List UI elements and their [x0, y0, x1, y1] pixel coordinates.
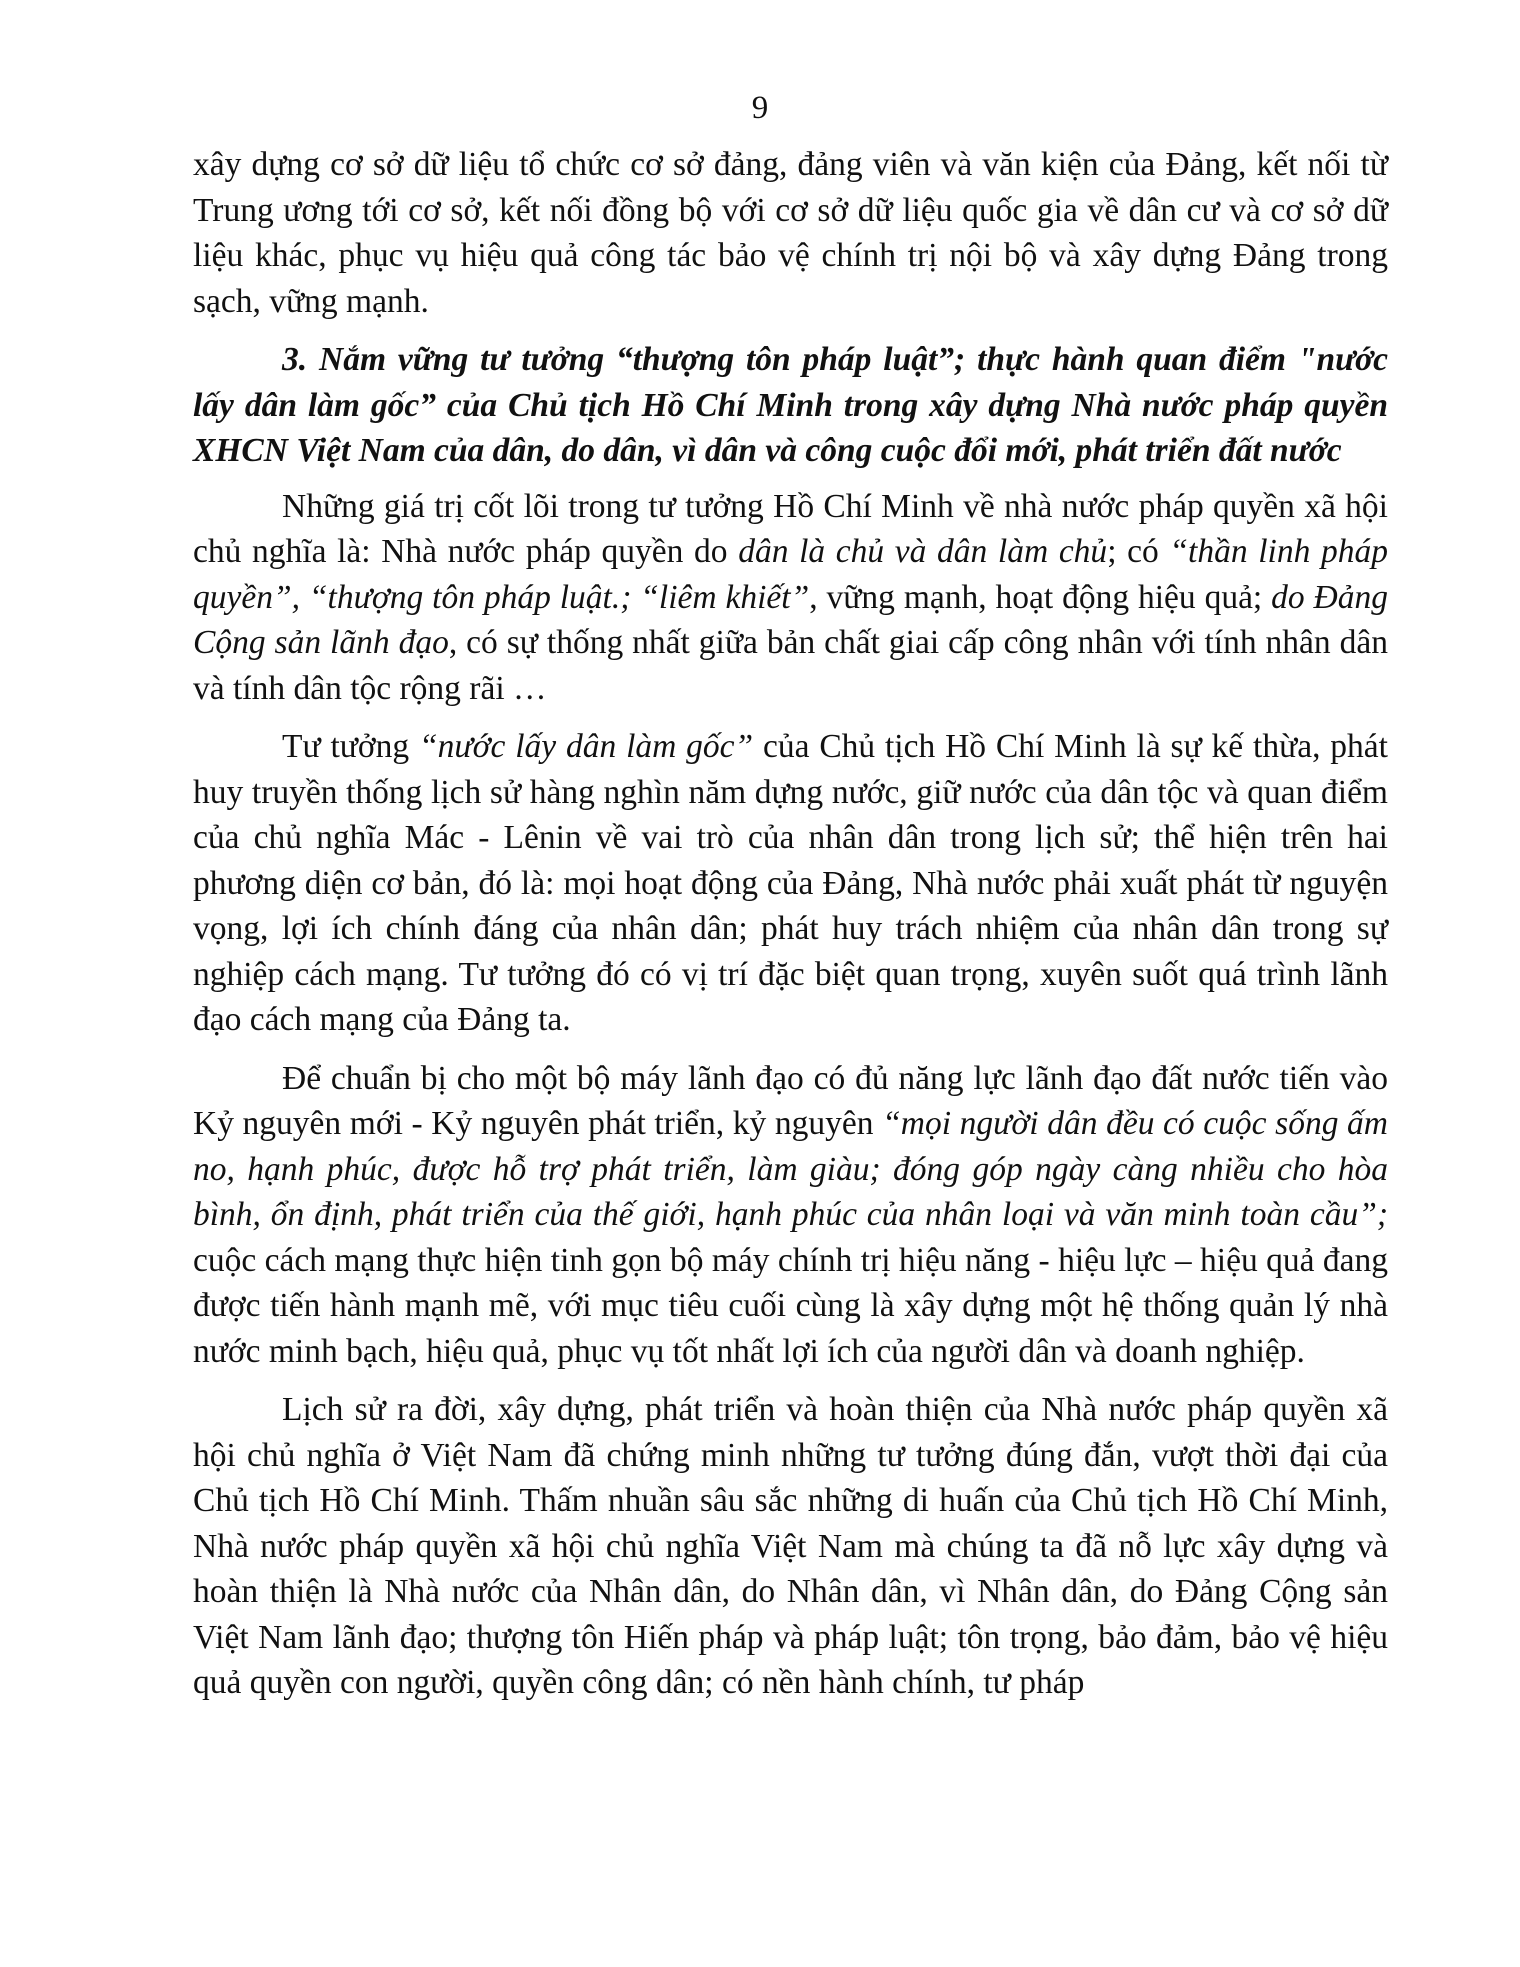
paragraph-new-era: [193, 1056, 1388, 1375]
italic-run: do Đảng Cộng sản lãnh đạo: [193, 578, 1388, 661]
text-run: Những giá trị cốt lõi trong tư tưởng Hồ Chí Minh về nhà nước pháp quyền xã hội chủ nghĩa là: Nhà nước pháp quyền do: [193, 487, 1388, 570]
italic-run: “thần linh pháp quyền”, “thượng tôn pháp luật.; “liêm khiết”: [193, 533, 1388, 616]
text-run: , có sự thống nhất giữa bản chất giai cấp công nhân với tính nhân dân và tính dân tộc rộng rãi …: [193, 624, 1388, 707]
paragraph-core-values: [193, 484, 1388, 712]
text-run: Để chuẩn bị cho một bộ máy lãnh đạo có đủ năng lực lãnh đạo đất nước tiến vào Kỷ nguyên mới - Kỷ nguyên phát triển, kỷ nguyên: [193, 1059, 1388, 1142]
italic-run: dân là chủ và dân làm chủ: [738, 533, 1108, 570]
text-run: ; có: [1107, 533, 1170, 570]
text-run: , vững mạnh, hoạt động hiệu quả;: [809, 578, 1272, 616]
paragraph-people-as-root: [193, 724, 1388, 1043]
text-run: cuộc cách mạng thực hiện tinh gọn bộ máy chính trị hiệu năng - hiệu lực – hiệu quả đang được tiến hành mạnh mẽ, với mục tiêu cuối cùng là xây dựng một hệ thống quản lý nhà nước minh bạch, hiệu quả, phục vụ tốt nhất lợi ích của người dân và doanh nghiệp.: [193, 1241, 1388, 1370]
paragraph-continued: xây dựng cơ sở dữ liệu tổ chức cơ sở đảng, đảng viên và văn kiện của Đảng, kết nối từ Trung ương tới cơ sở, kết nối đồng bộ với cơ sở dữ liệu quốc gia về dân cư và cơ sở dữ liệu khác, phục vụ hiệu quả công tác bảo vệ chính trị nội bộ và xây dựng Đảng trong sạch, vững mạnh.: [193, 146, 1388, 320]
page-number: 9: [751, 90, 769, 126]
italic-run: “nước lấy dân làm gốc”: [418, 728, 754, 765]
section-heading-3: 3. Nắm vững tư tưởng “thượng tôn pháp luật”; thực hành quan điểm "nước lấy dân làm gốc” của Chủ tịch Hồ Chí Minh trong xây dựng Nhà nước pháp quyền XHCN Việt Nam của dân, do dân, vì dân và công cuộc đổi mới, phát triển đất nước: [193, 341, 1388, 469]
paragraph-history: Lịch sử ra đời, xây dựng, phát triển và hoàn thiện của Nhà nước pháp quyền xã hội chủ nghĩa ở Việt Nam đã chứng minh những tư tưởng đúng đắn, vượt thời đại của Chủ tịch Hồ Chí Minh. Thấm nhuần sâu sắc những di huấn của Chủ tịch Hồ Chí Minh, Nhà nước pháp quyền xã hội chủ nghĩa Việt Nam mà chúng ta đã nỗ lực xây dựng và hoàn thiện là Nhà nước của Nhân dân, do Nhân dân, vì Nhân dân, do Đảng Cộng sản Việt Nam lãnh đạo; thượng tôn Hiến pháp và pháp luật; tôn trọng, bảo đảm, bảo vệ hiệu quả quyền con người, quyền công dân; có nền hành chính, tư pháp: [193, 1391, 1388, 1701]
text-run: của Chủ tịch Hồ Chí Minh là sự kế thừa, phát huy truyền thống lịch sử hàng nghìn năm dựng nước, giữ nước của dân tộc và quan điểm của chủ nghĩa Mác - Lênin về vai trò của nhân dân trong lịch sử; thể hiện trên hai phương diện cơ bản, đó là: mọi hoạt động của Đảng, Nhà nước phải xuất phát từ nguyện vọng, lợi ích chính đáng của nhân dân; phát huy trách nhiệm của nhân dân trong sự nghiệp cách mạng. Tư tưởng đó có vị trí đặc biệt quan trọng, xuyên suốt quá trình lãnh đạo cách mạng của Đảng ta.: [193, 728, 1388, 1038]
page-content: [193, 142, 1388, 1719]
text-run: Tư tưởng: [282, 728, 419, 765]
italic-run: “mọi người dân đều có cuộc sống ấm no, hạnh phúc, được hỗ trợ phát triển, làm giàu; đóng góp ngày càng nhiều cho hòa bình, ổn định, phát triển của thế giới, hạnh phúc của nhân loại và văn minh toàn cầu”;: [193, 1105, 1389, 1233]
